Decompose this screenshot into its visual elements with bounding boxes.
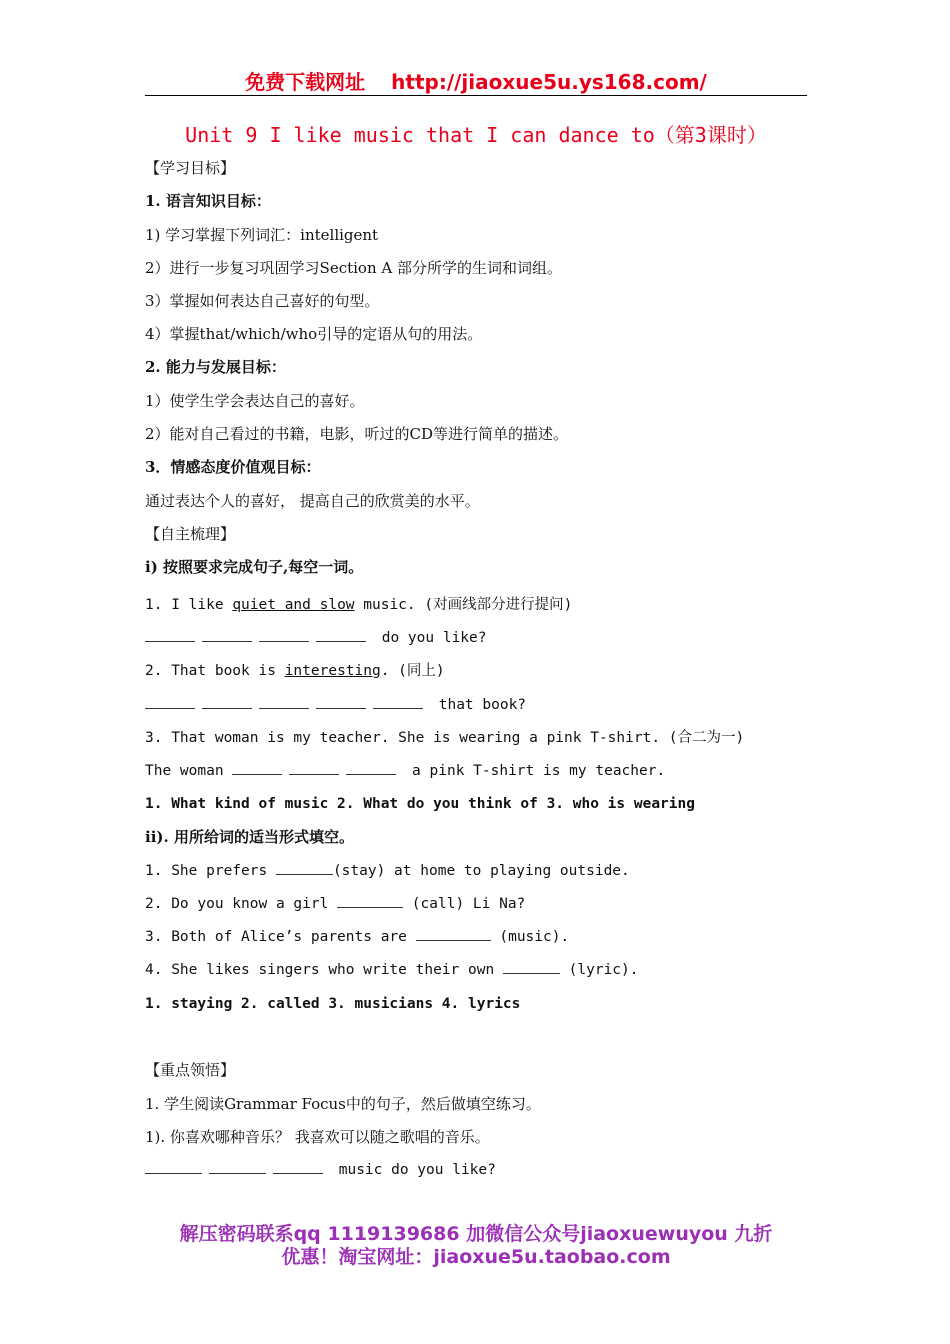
blank-field[interactable]: [202, 695, 252, 709]
blank-field[interactable]: [145, 1160, 202, 1174]
blank-field[interactable]: [316, 628, 366, 642]
obj1-heading: 1. 语言知识目标：: [145, 192, 271, 210]
question-3-answer: The woman a pink T-shirt is my teacher.: [145, 763, 666, 779]
blank-field[interactable]: [316, 695, 366, 709]
blank-field[interactable]: [503, 960, 560, 974]
part2-heading: ii). 用所给词的适当形式填空。: [145, 828, 354, 846]
fill-item-4: 4. She likes singers who write their own (lyric).: [145, 962, 639, 978]
obj1-item-3: 3）掌握如何表达自己喜好的句型。: [145, 292, 380, 310]
blank-field[interactable]: [145, 695, 195, 709]
blank-field[interactable]: [337, 894, 403, 908]
blank-field[interactable]: [273, 1160, 323, 1174]
question-2-answer: that book?: [145, 695, 526, 715]
obj2-heading: 2. 能力与发展目标：: [145, 358, 286, 376]
obj1-item-2: 2）进行一步复习巩固学习Section A 部分所学的生词和词组。: [145, 259, 562, 277]
question-3: 3. That woman is my teacher. She is wearing a pink T-shirt. (合二为一): [145, 730, 745, 746]
fill-item-2: 2. Do you know a girl (call) Li Na?: [145, 896, 526, 912]
blank-field[interactable]: [373, 695, 423, 709]
obj1-item-4: 4）掌握that/which/who引导的定语从句的用法。: [145, 325, 483, 343]
blank-field[interactable]: [232, 761, 282, 775]
self-study-heading: 【自主梳理】: [145, 525, 236, 543]
part1-heading: i) 按照要求完成句子,每空一词。: [145, 558, 364, 576]
fill-item-1: 1. She prefers (stay) at home to playing outside.: [145, 863, 630, 879]
blank-field[interactable]: [276, 861, 333, 875]
key-item-2: 1). 你喜欢哪种音乐？ 我喜欢可以随之歌唱的音乐。: [145, 1128, 490, 1146]
answers-part1: 1. What kind of music 2. What do you think of 3. who is wearing: [145, 796, 695, 812]
question-2: 2. That book is interesting. (同上): [145, 663, 445, 679]
header-url[interactable]: http://jiaoxue5u.ys168.com/: [391, 70, 707, 94]
key-item-3: music do you like?: [145, 1160, 496, 1180]
blank-field[interactable]: [202, 628, 252, 642]
obj2-item-1: 1）使学生学会表达自己的喜好。: [145, 392, 365, 410]
blank-field[interactable]: [209, 1160, 266, 1174]
obj3-text: 通过表达个人的喜好， 提高自己的欣赏美的水平。: [145, 492, 480, 510]
footer-line-2: 优惠！淘宝网址：jiaoxue5u.taobao.com: [281, 1246, 671, 1268]
question-1-answer: do you like?: [145, 628, 487, 648]
blank-field[interactable]: [259, 695, 309, 709]
key-item-1: 1. 学生阅读Grammar Focus中的句子，然后做填空练习。: [145, 1095, 541, 1113]
q2-underlined: interesting: [284, 663, 381, 679]
header-divider: [145, 95, 807, 96]
blank-field[interactable]: [416, 927, 491, 941]
fill-item-3: 3. Both of Alice’s parents are (music).: [145, 929, 570, 945]
obj2-item-2: 2）能对自己看过的书籍，电影，听过的CD等进行简单的描述。: [145, 425, 569, 443]
page-title: Unit 9 I like music that I can dance to（第3课时）: [185, 123, 767, 147]
obj3-heading: 3．情感态度价值观目标：: [145, 458, 321, 476]
answers-part2: 1. staying 2. called 3. musicians 4. lyrics: [145, 996, 521, 1012]
question-1: 1. I like quiet and slow music. (对画线部分进行提问): [145, 597, 573, 613]
blank-field[interactable]: [289, 761, 339, 775]
q1-underlined: quiet and slow: [232, 597, 355, 613]
header-label: 免费下载网址: [245, 70, 366, 94]
blank-field[interactable]: [346, 761, 396, 775]
objectives-heading: 【学习目标】: [145, 159, 236, 177]
obj1-item-1: 1) 学习掌握下列词汇：intelligent: [145, 226, 379, 244]
blank-field[interactable]: [145, 628, 195, 642]
blank-field[interactable]: [259, 628, 309, 642]
footer-line-1: 解压密码联系qq 1119139686 加微信公众号jiaoxuewuyou 九折: [179, 1223, 773, 1245]
key-points-heading: 【重点领悟】: [145, 1061, 236, 1079]
header-banner: [145, 66, 807, 95]
